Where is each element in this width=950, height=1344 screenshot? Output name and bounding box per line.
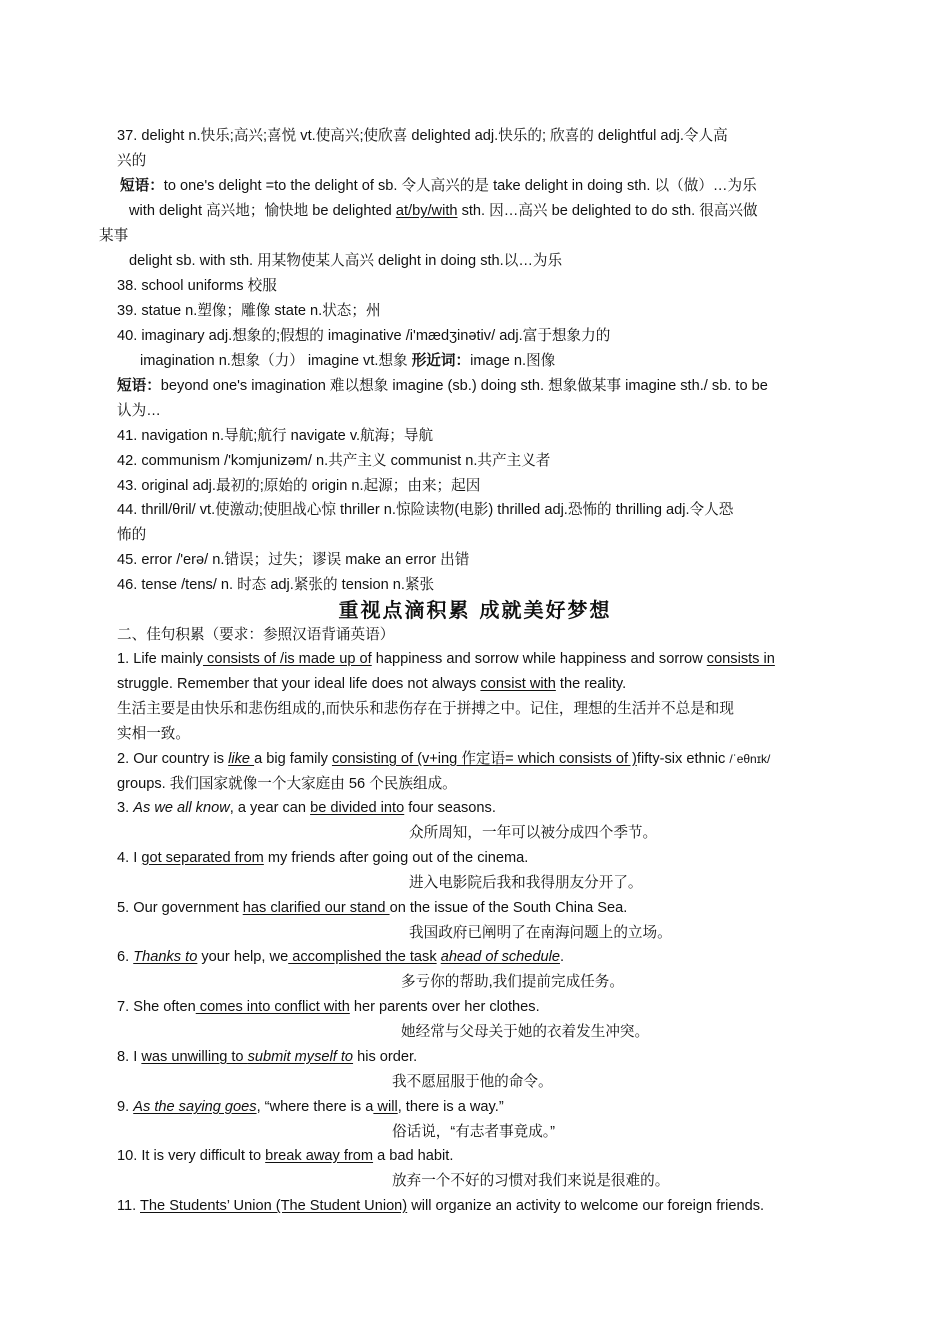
text: 5. Our government bbox=[117, 900, 243, 916]
similar-words-label: 形近词： bbox=[411, 353, 471, 369]
sentence-1-line1 bbox=[117, 647, 775, 671]
sentence-9-translation: 俗话说，“有志者事竟成。” bbox=[392, 1124, 555, 1140]
page-heading: 重视点滴积累 成就美好梦想 bbox=[338, 598, 612, 622]
text: will organize an activity to welcome our foreign friends. bbox=[407, 1198, 765, 1214]
text: my friends after going out of the cinema. bbox=[263, 850, 529, 866]
text: 10. It is very difficult to bbox=[117, 1148, 266, 1164]
underlined-phrase: The Students’ Union (The Student Union) bbox=[140, 1198, 408, 1214]
underlined-phrase: ahead of schedule bbox=[440, 949, 560, 965]
underlined-phrase: break away from bbox=[265, 1148, 374, 1164]
text: 6. bbox=[117, 949, 134, 965]
underlined-phrase: consisting of (v+ing 作定语= which consists of ) bbox=[331, 751, 637, 767]
sentence-2-line2: groups. 我们国家就像一个大家庭由 56 个民族组成。 bbox=[117, 776, 457, 792]
underlined-phrase: submit myself to bbox=[247, 1049, 354, 1065]
sentence-6 bbox=[117, 945, 564, 969]
text: 4. I bbox=[117, 850, 142, 866]
text: 2. Our country is bbox=[117, 751, 229, 767]
text: the reality. bbox=[555, 676, 627, 692]
underlined-phrase: accomplished the task bbox=[288, 949, 437, 965]
text: , there is a way.” bbox=[397, 1099, 504, 1115]
underlined-phrase: was unwilling to bbox=[141, 1049, 248, 1065]
underlined-phrase: will bbox=[373, 1099, 398, 1115]
sentence-4-translation: 进入电影院后我和我得朋友分开了。 bbox=[409, 875, 643, 891]
text: her parents over her clothes. bbox=[349, 999, 540, 1015]
vocab-37-phrases-4: delight sb. with sth. 用某物使某人高兴 delight in doing sth.以…为乐 bbox=[129, 253, 563, 269]
sentence-6-translation: 多亏你的帮助,我们提前完成任务。 bbox=[401, 974, 624, 990]
text: happiness and sorrow while happiness and sorrow bbox=[371, 651, 707, 667]
text: a big family bbox=[254, 751, 332, 767]
text: fifty-six ethnic bbox=[636, 751, 730, 767]
sentence-5 bbox=[117, 896, 627, 920]
text: , “where there is a bbox=[256, 1099, 374, 1115]
sentence-7-translation: 她经常与父母关于她的衣着发生冲突。 bbox=[401, 1024, 650, 1040]
text: 1. Life mainly bbox=[117, 651, 203, 667]
vocab-42: 42. communism /'kɔmjunizəm/ n.共产主义 communist n.共产主义者 bbox=[117, 453, 551, 469]
underlined-phrase: comes into conflict with bbox=[195, 999, 350, 1015]
sentence-10 bbox=[117, 1144, 453, 1168]
text: struggle. Remember that your ideal life does not always bbox=[117, 676, 481, 692]
vocab-43: 43. original adj.最初的;原始的 origin n.起源；由来；起因 bbox=[117, 478, 481, 494]
sentence-1-line2 bbox=[117, 672, 626, 696]
text: sth. 因…高兴 be delighted to do sth. 很高兴做 bbox=[457, 203, 758, 219]
section-title: 二、佳句积累（要求：参照汉语背诵英语） bbox=[117, 626, 395, 643]
vocab-44-line2: 怖的 bbox=[117, 527, 147, 543]
sentence-11 bbox=[117, 1194, 764, 1218]
sentence-3 bbox=[117, 796, 496, 820]
sentence-7 bbox=[117, 995, 540, 1019]
text: . bbox=[559, 949, 565, 965]
underlined-phrase: has clarified our stand bbox=[242, 900, 390, 916]
underlined-phrase: consists in bbox=[706, 651, 775, 667]
phonetic: /ˈeθnɪk/ bbox=[729, 752, 771, 766]
vocab-40-phrases bbox=[117, 374, 768, 398]
sentence-5-translation: 我国政府已阐明了在南海问题上的立场。 bbox=[409, 925, 672, 941]
phrase-text: to one's delight =to the delight of sb. 令人高兴的是 take delight in doing sth. 以（做）…为乐 bbox=[163, 178, 757, 194]
underlined-phrase: consist with bbox=[480, 676, 556, 692]
vocab-37-phrases-3: 某事 bbox=[99, 228, 129, 244]
sentence-4 bbox=[117, 846, 528, 870]
text: four seasons. bbox=[404, 800, 496, 816]
sentence-8-translation: 我不愿屈服于他的命令。 bbox=[392, 1074, 553, 1090]
vocab-39: 39. statue n.塑像；雕像 state n.状态；州 bbox=[117, 303, 381, 319]
sentence-9 bbox=[117, 1095, 504, 1119]
text: with delight 高兴地；愉快地 be delighted bbox=[129, 203, 396, 219]
sentence-8 bbox=[117, 1045, 417, 1069]
underlined-phrase: like bbox=[228, 751, 255, 767]
underlined-phrase: Thanks to bbox=[133, 949, 198, 965]
vocab-40-line2 bbox=[140, 349, 555, 373]
text: 8. I bbox=[117, 1049, 142, 1065]
vocab-40-line1: 40. imaginary adj.想象的;假想的 imaginative /i'mædʒinətiv/ adj.富于想象力的 bbox=[117, 328, 611, 344]
text: , a year can bbox=[229, 800, 311, 816]
text: 3. bbox=[117, 800, 134, 816]
sentence-10-translation: 放弃一个不好的习惯对我们来说是很难的。 bbox=[392, 1173, 670, 1189]
underlined-text: at/by/with bbox=[395, 203, 458, 219]
vocab-45: 45. error /'erə/ n.错误；过失；谬误 make an error 出错 bbox=[117, 552, 470, 568]
vocab-37-phrases-2 bbox=[129, 199, 758, 223]
vocab-38: 38. school uniforms 校服 bbox=[117, 278, 277, 294]
underlined-phrase: be divided into bbox=[310, 800, 405, 816]
sentence-3-translation: 众所周知，一年可以被分成四个季节。 bbox=[409, 825, 658, 841]
text: imagination n.想象（力） imagine vt.想象 bbox=[140, 353, 412, 369]
text: 7. She often bbox=[117, 999, 196, 1015]
text: image n.图像 bbox=[470, 353, 556, 369]
vocab-37-phrases bbox=[120, 174, 757, 198]
phrase-text: beyond one's imagination 难以想象 imagine (sb.) doing sth. 想象做某事 imagine sth./ sb. to be bbox=[160, 378, 768, 394]
text: his order. bbox=[353, 1049, 418, 1065]
underlined-phrase: got separated from bbox=[141, 850, 264, 866]
sentence-2-line1 bbox=[117, 747, 770, 771]
text: a bad habit. bbox=[373, 1148, 454, 1164]
sentence-1-translation-1: 生活主要是由快乐和悲伤组成的,而快乐和悲伤存在于拼搏之中。记住，理想的生活并不总是和现 bbox=[117, 701, 734, 717]
vocab-37-line2: 兴的 bbox=[117, 153, 147, 169]
vocab-40-phrases-2: 认为… bbox=[117, 403, 161, 419]
underlined-phrase: consists of /is made up of bbox=[202, 651, 372, 667]
vocab-46: 46. tense /tens/ n. 时态 adj.紧张的 tension n.紧张 bbox=[117, 577, 435, 593]
vocab-37-line1: 37. delight n.快乐;高兴;喜悦 vt.使高兴;使欣喜 delighted adj.快乐的; 欣喜的 delightful adj.令人高 bbox=[117, 128, 728, 144]
phrase-label: 短语： bbox=[117, 378, 161, 394]
text: 9. bbox=[117, 1099, 134, 1115]
phrase-label: 短语： bbox=[120, 178, 164, 194]
text: 11. bbox=[117, 1198, 140, 1214]
vocab-44-line1: 44. thrill/θril/ vt.使激动;使胆战心惊 thriller n.惊险读物(电影) thrilled adj.恐怖的 thrilling adj.令人恐 bbox=[117, 502, 734, 518]
text: on the issue of the South China Sea. bbox=[389, 900, 628, 916]
text: your help, we bbox=[197, 949, 289, 965]
italic-phrase: As we all know bbox=[133, 800, 230, 816]
underlined-phrase: As the saying goes bbox=[133, 1099, 257, 1115]
vocab-41: 41. navigation n.导航;航行 navigate v.航海；导航 bbox=[117, 428, 434, 444]
sentence-1-translation-2: 实相一致。 bbox=[117, 726, 190, 742]
